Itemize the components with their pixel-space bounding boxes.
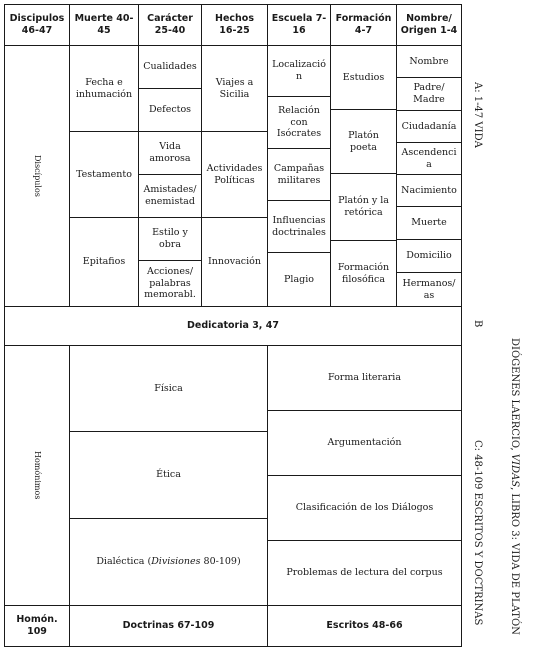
formacion-platon-retorica: Platón y la retórica	[330, 173, 397, 241]
escuela-influencias: Influencias doctrinales	[267, 200, 331, 253]
footer-doctrinas: Doctrinas 67-109	[69, 605, 268, 647]
nombre-padre: Padre/ Madre	[396, 77, 462, 111]
caracter-defectos: Defectos	[138, 88, 202, 132]
escrito-clasificacion: Clasificación de los Diálogos	[267, 475, 462, 541]
formacion-filosofica: Formación filosófica	[330, 240, 397, 307]
hechos-actividades: Actividades Políticas	[201, 131, 268, 218]
side-label-b: B	[472, 320, 483, 328]
footer-escritos: Escritos 48-66	[267, 605, 462, 647]
nombre-domicilio: Domicilio	[396, 239, 462, 273]
caracter-estilo: Estilo y obra	[138, 217, 202, 261]
homonimos-label: Homónimos	[33, 451, 42, 500]
nombre-ciudadania: Ciudadanía	[396, 110, 462, 143]
caracter-amistades: Amistades/ enemistad	[138, 174, 202, 218]
homonimos-cell	[4, 345, 70, 606]
escuela-plagio: Plagio	[267, 252, 331, 307]
formacion-platon-poeta: Platón poeta	[330, 109, 397, 174]
caracter-vida-amorosa: Vida amorosa	[138, 131, 202, 175]
side-label-c: C: 48-109 ESCRITOS Y DOCTRINAS	[472, 440, 483, 626]
header-muerte: Muerte 40- 45	[69, 4, 139, 46]
muerte-epitafios: Epitafios	[69, 217, 139, 307]
side-title: DIÓGENES LAERCIO, VIDAS, LIBRO 3: VIDA DE PLATÓN	[509, 338, 520, 635]
escuela-campanas: Campañas militares	[267, 148, 331, 201]
escuela-relacion: Relación con Isócrates	[267, 96, 331, 149]
header-escuela: Escuela 7- 16	[267, 4, 331, 46]
escrito-problemas: Problemas de lectura del corpus	[267, 540, 462, 606]
nombre-ascendencia: Ascendenci a	[396, 142, 462, 175]
nombre-nacimiento: Nacimiento	[396, 174, 462, 207]
escrito-forma: Forma literaria	[267, 345, 462, 411]
nombre-hermanos: Hermanos/ as	[396, 272, 462, 307]
dedicatoria-row: Dedicatoria 3, 47	[4, 306, 462, 346]
discipulos-cell	[4, 45, 70, 307]
hechos-viajes: Viajes a Sicilia	[201, 45, 268, 132]
caracter-cualidades: Cualidades	[138, 45, 202, 89]
caracter-acciones: Acciones/ palabras memorabl.	[138, 260, 202, 307]
header-discipulos: Discipulos 46-47	[4, 4, 70, 46]
header-caracter: Carácter 25-40	[138, 4, 202, 46]
nombre-muerte: Muerte	[396, 206, 462, 240]
muerte-testamento: Testamento	[69, 131, 139, 218]
nombre-nombre: Nombre	[396, 45, 462, 78]
doctrina-fisica: Física	[69, 345, 268, 432]
header-nombre: Nombre/ Origen 1-4	[396, 4, 462, 46]
doctrina-etica: Ética	[69, 431, 268, 519]
hechos-innovacion: Innovación	[201, 217, 268, 307]
escuela-localizacion: Localizació n	[267, 45, 331, 97]
dialectica-text: Dialéctica (Divisiones 80-109)	[96, 556, 241, 568]
formacion-estudios: Estudios	[330, 45, 397, 110]
escrito-argumentacion: Argumentación	[267, 410, 462, 476]
doctrina-dialectica	[69, 518, 268, 606]
discipulos-label: Discípulos	[33, 155, 42, 197]
footer-homon: Homón. 109	[4, 605, 70, 647]
header-hechos: Hechos 16-25	[201, 4, 268, 46]
muerte-fecha: Fecha e inhumación	[69, 45, 139, 132]
side-label-a: A: 1-47 VIDA	[472, 82, 483, 148]
header-formacion: Formación 4-7	[330, 4, 397, 46]
